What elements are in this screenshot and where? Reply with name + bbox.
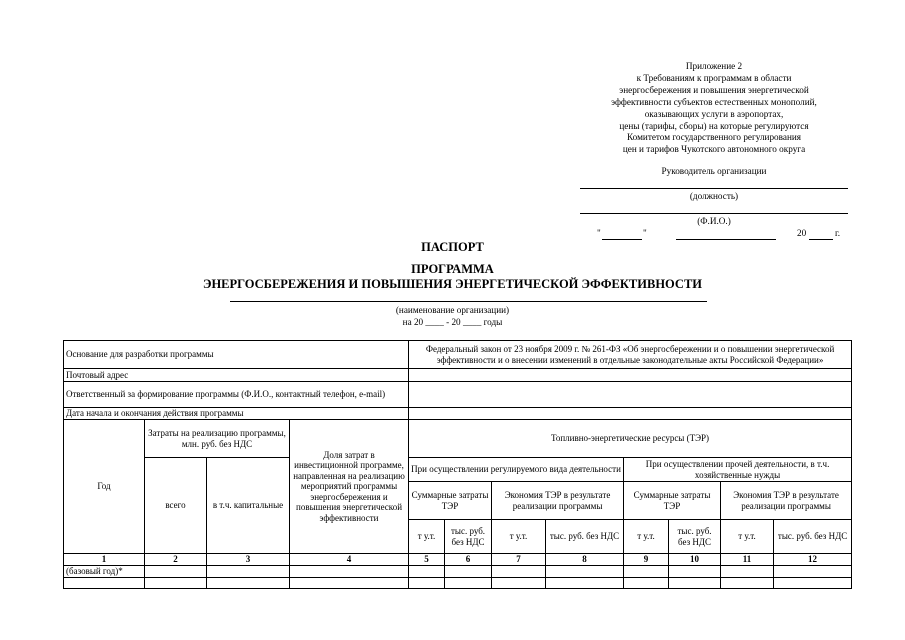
table-cell[interactable]: [774, 566, 852, 578]
table-cell[interactable]: [145, 578, 207, 589]
approval-head: Руководитель организации: [661, 166, 767, 176]
table-cell[interactable]: [624, 578, 669, 589]
responsible-label: Ответственный за формирование программы (Ф.И.О., контактный телефон, e-mail): [64, 382, 409, 408]
responsible-row: [64, 382, 852, 408]
table-cell[interactable]: [290, 578, 409, 589]
date-close-quote: ": [643, 228, 647, 238]
table-cell[interactable]: [64, 578, 145, 589]
header-row-2: [64, 458, 852, 482]
column-number: 10: [669, 554, 721, 566]
column-number: 9: [624, 554, 669, 566]
table-cell[interactable]: [207, 578, 290, 589]
fer-header: Топливно-энергетические ресурсы (ТЭР): [409, 420, 852, 458]
table-cell[interactable]: [492, 566, 546, 578]
header-row-1: [64, 420, 852, 458]
column-number: 2: [145, 554, 207, 566]
basis-value: Федеральный закон от 23 ноября 2009 г. № 261-ФЗ «Об энергосбережении и о повышении энергетической эффективности и о внесении изменений в отдельные законодательные акты Российской Федерации»: [409, 341, 852, 369]
address-label: Почтовый адрес: [64, 369, 409, 382]
org-name-line: [230, 301, 707, 302]
savings-header: Экономия ТЭР в результате реализации программы: [721, 482, 852, 520]
table-cell[interactable]: [624, 566, 669, 578]
basis-row: [64, 341, 852, 369]
table-cell[interactable]: [669, 566, 721, 578]
appendix-line: Комитетом государственного регулирования: [627, 132, 801, 143]
org-name-label: (наименование организации): [395, 305, 510, 315]
address-value[interactable]: [409, 369, 852, 382]
date-year-prefix: 20: [797, 228, 807, 238]
appendix-line: энергосбережения и повышения энергетической: [619, 84, 809, 95]
appendix-line: цен и тарифов Чукотского автономного округа: [622, 144, 806, 155]
capital-header: в т.ч. капитальные: [207, 458, 290, 554]
responsible-value[interactable]: [409, 382, 852, 408]
column-number: 3: [207, 554, 290, 566]
unit-tut: т у.т.: [721, 520, 774, 554]
position-label: (должность): [689, 191, 739, 201]
year-header: Год: [64, 420, 145, 554]
appendix-block: [580, 61, 848, 156]
costs-header: Затраты на реализацию программы, млн. руб. без НДС: [145, 420, 290, 458]
column-number: 5: [409, 554, 445, 566]
dates-label: Дата начала и окончания действия программы: [64, 408, 409, 420]
unit-rub: тыс. руб. без НДС: [445, 520, 492, 554]
name-label: (Ф.И.О.): [697, 216, 731, 226]
column-number: 7: [492, 554, 546, 566]
column-number: 1: [64, 554, 145, 566]
table-cell[interactable]: [774, 578, 852, 589]
unit-tut: т у.т.: [624, 520, 669, 554]
column-number-row: [64, 554, 852, 566]
total-fer-header: Суммарные затраты ТЭР: [409, 482, 492, 520]
table-cell[interactable]: [721, 566, 774, 578]
savings-header: Экономия ТЭР в результате реализации программы: [492, 482, 624, 520]
table-cell[interactable]: [721, 578, 774, 589]
base-year-row: [64, 566, 852, 578]
table-cell[interactable]: [445, 566, 492, 578]
share-header: Доля затрат в инвестиционной программе, направленная на реализацию мероприятий программы энергосбережения и повышения энергетической эффективности: [290, 420, 409, 554]
total-header: всего: [145, 458, 207, 554]
unit-rub: тыс. руб. без НДС: [774, 520, 852, 554]
column-number: 4: [290, 554, 409, 566]
regulated-header: При осуществлении регулируемого вида деятельности: [409, 458, 624, 482]
table-cell[interactable]: [145, 566, 207, 578]
date-year-suffix: г.: [835, 228, 841, 238]
address-row: [64, 369, 852, 382]
column-number: 11: [721, 554, 774, 566]
program-years: на 20 ____ - 20 ____ годы: [402, 317, 503, 327]
appendix-line: к Требованиям к программам в области: [636, 72, 792, 83]
dates-value[interactable]: [409, 408, 852, 420]
base-year-label: (базовый год)*: [64, 566, 145, 578]
unit-rub: тыс. руб. без НДС: [546, 520, 624, 554]
table-cell[interactable]: [207, 566, 290, 578]
position-line: [580, 188, 848, 189]
passport-title: ПАСПОРТ: [421, 240, 484, 254]
table-cell[interactable]: [409, 566, 445, 578]
name-line: [580, 213, 848, 214]
column-number: 12: [774, 554, 852, 566]
appendix-line: эффективности субъектов естественных монополий,: [611, 96, 817, 107]
program-subject: ЭНЕРГОСБЕРЕЖЕНИЯ И ПОВЫШЕНИЯ ЭНЕРГЕТИЧЕСКОЙ ЭФФЕКТИВНОСТИ: [202, 277, 703, 291]
table-cell[interactable]: [546, 578, 624, 589]
table-cell[interactable]: [290, 566, 409, 578]
dates-row: [64, 408, 852, 420]
table-cell[interactable]: [409, 578, 445, 589]
empty-row: [64, 578, 852, 589]
appendix-line: Приложение 2: [685, 61, 743, 71]
appendix-line: оказывающих услуги в аэропортах,: [644, 108, 784, 119]
table-cell[interactable]: [492, 578, 546, 589]
column-number: 6: [445, 554, 492, 566]
basis-label: Основание для разработки программы: [64, 341, 409, 369]
table-cell[interactable]: [546, 566, 624, 578]
passport-table: [63, 340, 852, 589]
other-header: При осуществлении прочей деятельности, в т.ч. хозяйственные нужды: [624, 458, 852, 482]
appendix-line: цены (тарифы, сборы) на которые регулируются: [619, 120, 809, 131]
unit-rub: тыс. руб. без НДС: [669, 520, 721, 554]
date-open-quote: ": [597, 228, 601, 238]
total-fer-header: Суммарные затраты ТЭР: [624, 482, 721, 520]
unit-tut: т у.т.: [409, 520, 445, 554]
program-title: ПРОГРАММА: [411, 262, 494, 276]
unit-tut: т у.т.: [492, 520, 546, 554]
table-cell[interactable]: [445, 578, 492, 589]
column-number: 8: [546, 554, 624, 566]
table-cell[interactable]: [669, 578, 721, 589]
